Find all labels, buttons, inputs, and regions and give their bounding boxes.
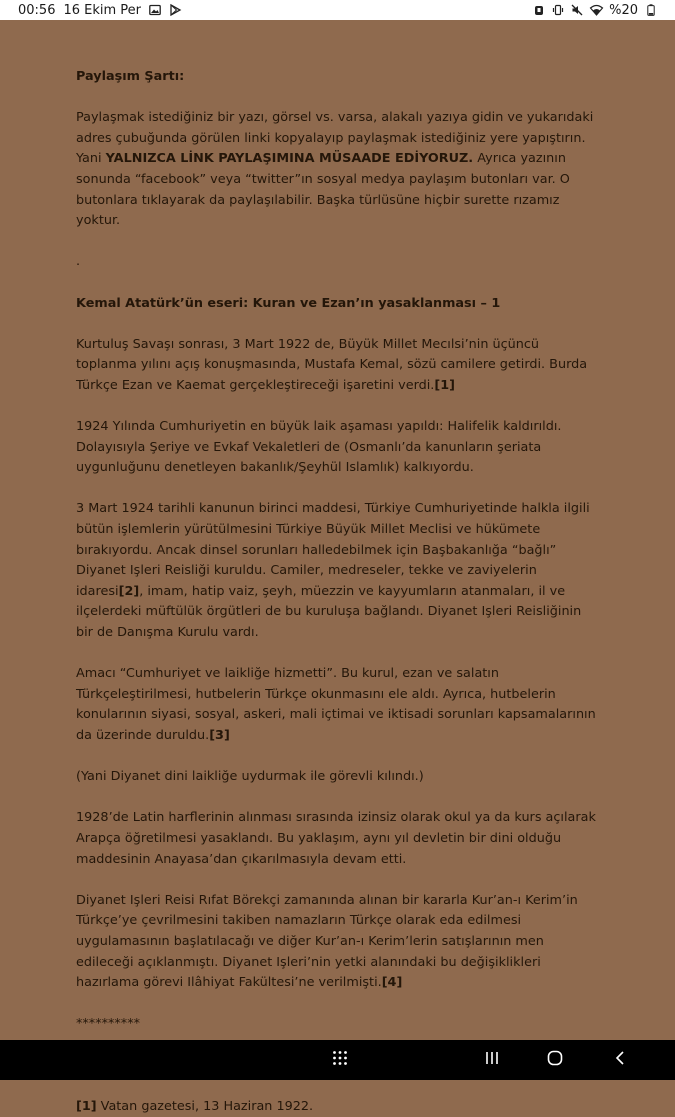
- paragraph-4: [76, 664, 601, 746]
- recents-icon: [484, 1050, 500, 1070]
- paragraph-4-text: Amacı “Cumhuriyet ve laikliğe hizmetti”. Bu kurul, ezan ve salatın Türkçeleştirilmesi, hutbelerin Türkçe okunmasını ele aldı. Ayrıca, hutbelerin konularının siyasi, sosyal, askeri, mali içtimai ve iktisadi sorunları kapsamalarının da üzerinde duruldu.: [76, 666, 596, 743]
- article-viewport[interactable]: [0, 20, 675, 1114]
- home-icon: [547, 1050, 563, 1070]
- wifi-icon: [590, 4, 602, 16]
- footnote-link-4[interactable]: [4]: [381, 975, 403, 991]
- footnote-link-3[interactable]: [3]: [209, 728, 230, 743]
- apps-grid-icon: [332, 1050, 348, 1070]
- article-title: Kemal Atatürk’ün eseri: Kuran ve Ezan’ın yasaklanması – 1: [76, 295, 501, 311]
- paragraph-1-text: Kurtuluş Savaşı sonrası, 3 Mart 1922 de, Büyük Millet Mecılsi’nin üçüncü toplanma yılını açış konuşmasında, Mustafa Kemal, sözü camilere getirdi. Burda Türkçe Ezan ve Kaemat gerçekleştireceği işaretini verdi.: [76, 336, 588, 393]
- source-1-text: Vatan gazetesi, 13 Haziran 1922.: [96, 1098, 314, 1114]
- battery-percent: %20: [609, 2, 638, 18]
- paragraph-1: [76, 335, 601, 397]
- paragraph-2: 1924 Yılında Cumhuriyetin en büyük laik aşaması yapıldı: Halifelik kaldırıldı. Dolayısıyla Şeriye ve Evkaf Vekaletleri de (Osmanlı’da kanunların şeriata uygunluğunu denetleyen bakanlık/Şeyhül Islamlık) kalkıyordu.: [76, 419, 562, 476]
- paragraph-7-text: Diyanet Işleri Reisi Rıfat Börekçi zamanında alınan bir kararla Kur’an-ı Kerim’in Türkçe’ye çevrilmesini takiben namazların Türkçe olarak eda edilmesi uygulamasının başlatılacağı ve diğer Kur’an-ı Kerim’lerin satışlarının men edileceği açıklanmıştı. Diyanet Işleri’nin yetki alanındaki bu değişiklikleri hazırlama görevi Ilâhiyat Fakültesi’ne verilmişti.: [76, 892, 578, 991]
- apps-grid-button[interactable]: [320, 1040, 360, 1080]
- paragraph-5: (Yani Diyanet dini laikliğe uydurmak ile görevli kılındı.): [76, 769, 424, 785]
- mute-icon: [571, 4, 583, 16]
- separator-dot: .: [76, 254, 81, 270]
- share-text-bold: YALNIZCA LİNK PAYLAŞIMINA MÜSAADE EDİYORUZ.: [105, 151, 474, 167]
- article-body: [76, 67, 601, 1117]
- paragraph-3-text-a: 3 Mart 1924 tarihli kanunun birinci maddesi, Türkiye Cumhuriyetinde halkla ilgili bütün işlemlerin yürütülmesini Türkiye Büyük Millet Meclisi ve hükümete bırakıyordu. Ancak dinsel sorunları halledebilmek için Başbakanlığa “bağlı” Diyanet Işleri Reisliği kuruldu. Camiler, medreseler, tekke ve zaviyelerin idaresi: [76, 501, 590, 599]
- clock: 00:56: [18, 2, 56, 18]
- image-icon: [149, 4, 161, 16]
- share-text-end: Ayrıca yazının sonunda “facebook” veya “twitter”ın sosyal medya paylaşım butonları var. O butonlara tıklayarak da paylaşılabilir. Başka türlüsüne hiçbir surette rızamız yoktur.: [76, 151, 570, 229]
- back-button[interactable]: [600, 1040, 640, 1080]
- stars-divider: **********: [76, 1016, 140, 1032]
- date: 16 Ekim Per: [63, 2, 142, 18]
- share-heading: Paylaşım Şartı:: [76, 69, 185, 84]
- navigation-bar: [0, 1040, 675, 1080]
- paragraph-7: [76, 891, 601, 994]
- paragraph-6: 1928’de Latin harflerinin alınması sırasında izinsiz olarak okul ya da kurs açılarak Arapça öğretilmesi yasaklandı. Bu yaklaşım, aynı yıl devletin bir dini olduğu maddesinin Anayasa’dan çıkarılmasıyla devam etti.: [76, 810, 596, 867]
- footnote-link-2[interactable]: [2]: [118, 583, 140, 599]
- back-icon: [612, 1050, 628, 1070]
- status-right: [533, 3, 657, 18]
- footnote-link-1[interactable]: [1]: [434, 377, 455, 393]
- vibrate-icon: [552, 4, 564, 16]
- status-left: [18, 3, 181, 18]
- status-bar: [0, 0, 675, 20]
- paragraph-3-text-b: , imam, hatip vaiz, şeyh, müezzin ve kayyumların atanmaları, il ve ilçelerdeki müftülük örgütleri de bu kuruluşa bağlandı. Diyanet Işleri Reisliğinin bir de Danışma Kurulu vardı.: [76, 583, 582, 641]
- source-1: [76, 1097, 601, 1117]
- play-store-icon: [169, 4, 181, 16]
- share-text: Paylaşmak istediğiniz bir yazı, görsel vs. varsa, alakalı yazıya gidin ve yukarıdaki adres çubuğunda görülen linki kopyalayıp paylaşmak istediğiniz yere yapıştırın. Yani: [76, 110, 594, 167]
- share-paragraph: [76, 108, 601, 232]
- recents-button[interactable]: [472, 1040, 512, 1080]
- home-button[interactable]: [535, 1040, 575, 1080]
- alarm-icon: [533, 4, 545, 16]
- paragraph-3: [76, 499, 601, 643]
- source-1-ref[interactable]: [1]: [76, 1098, 97, 1114]
- battery-icon: [645, 4, 657, 16]
